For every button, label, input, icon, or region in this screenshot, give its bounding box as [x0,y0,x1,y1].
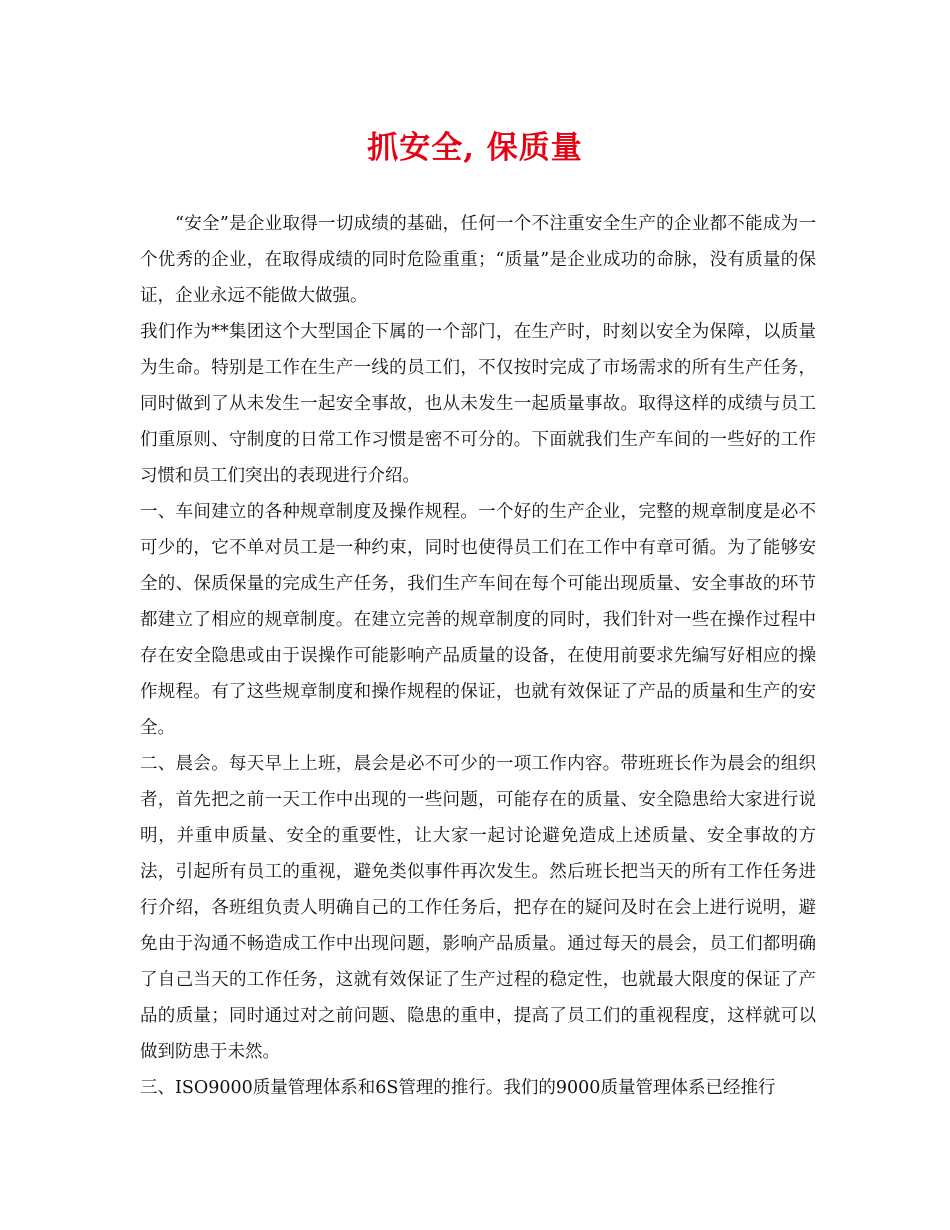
paragraph-department: 我们作为**集团这个大型国企下属的一个部门，在生产时，时刻以安全为保障，以质量为生命。特别是工作在生产一线的员工们，不仅按时完成了市场需求的所有生产任务，同时做到了从未发生一起安全事故，也从未发生一起质量事故。取得这样的成绩与员工们重原则、守制度的日常工作习惯是密不可分的。下面就我们生产车间的一些好的工作习惯和员工们突出的表现进行介绍。 [140,322,816,486]
paragraph-section-2-morning-meeting: 二、晨会。每天早上上班，晨会是必不可少的一项工作内容。带班班长作为晨会的组织者，首先把之前一天工作中出现的一些问题，可能存在的质量、安全隐患给大家进行说明，并重申质量、安全的重要性，让大家一起讨论避免造成上述质量、安全事故的方法，引起所有员工的重视，避免类似事件再次发生。然后班长把当天的所有工作任务进行介绍，各班组负责人明确自己的工作任务后，把存在的疑问及时在会上进行说明，避免由于沟通不畅造成工作中出现问题，影响产品质量。通过每天的晨会，员工们都明确了自己当天的工作任务，这就有效保证了生产过程的稳定性，也就最大限度的保证了产品的质量；同时通过对之前问题、隐患的重申，提高了员工们的重视程度，这样就可以做到防患于未然。 [140,754,816,1062]
paragraph-section-3-iso9000: 三、ISO9000质量管理体系和6S管理的推行。我们的9000质量管理体系已经推行 [140,1078,776,1098]
paragraph-intro: “安全”是企业取得一切成绩的基础，任何一个不注重安全生产的企业都不能成为一个优秀的企业，在取得成绩的同时危险重重；“质量”是企业成功的命脉，没有质量的保证，企业永远不能做大做强。 [140,214,816,306]
document-title: 抓安全, 保质量 [367,130,583,166]
document-body [140,206,816,1106]
paragraph-section-1-rules: 一、车间建立的各种规章制度及操作规程。一个好的生产企业，完整的规章制度是必不可少的，它不单对员工是一种约束，同时也使得员工们在工作中有章可循。为了能够安全的、保质保量的完成生产任务，我们生产车间在每个可能出现质量、安全事故的环节都建立了相应的规章制度。在建立完善的规章制度的同时，我们针对一些在操作过程中存在安全隐患或由于误操作可能影响产品质量的设备，在使用前要求先编写好相应的操作规程。有了这些规章制度和操作规程的保证，也就有效保证了产品的质量和生产的安全。 [140,502,816,738]
